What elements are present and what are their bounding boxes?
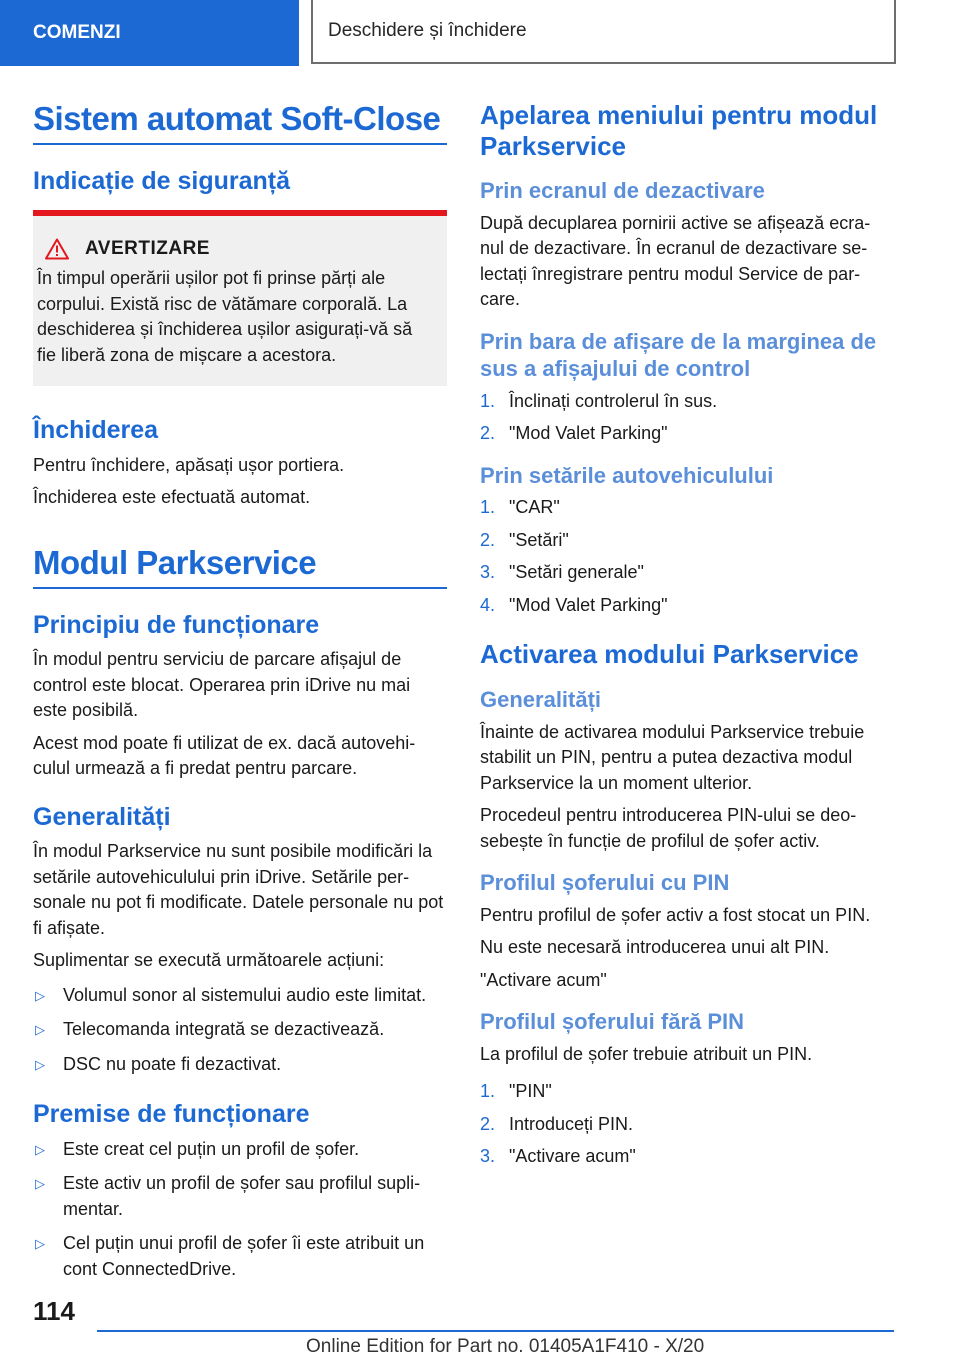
list-item-text: Telecomanda integrată se dezactivează. bbox=[63, 1019, 385, 1040]
settings-heading: Prin setările autovehiculului bbox=[480, 462, 774, 488]
activation-heading: Activarea modului Parkservice bbox=[480, 639, 859, 670]
list-item-text: DSC nu poate fi dezactivat. bbox=[63, 1053, 282, 1074]
list-item bbox=[480, 593, 894, 619]
page-number: 114 bbox=[33, 1296, 75, 1326]
step-number: 2. bbox=[480, 1113, 496, 1134]
list-item bbox=[480, 1079, 894, 1105]
list-item-text: Este activ un profil de șofer sau profilul supli-mentar. bbox=[63, 1173, 421, 1219]
list-item bbox=[33, 1017, 447, 1043]
prerequisites-heading: Premise de funcționare bbox=[33, 1100, 310, 1129]
left-column bbox=[33, 100, 447, 1291]
no-pin-paragraph: La profilul de șofer trebuie atribuit un PIN. bbox=[480, 1043, 813, 1064]
triangle-bullet-icon: ▷ bbox=[35, 1176, 45, 1192]
list-item bbox=[33, 1052, 447, 1078]
screen-paragraph: După decuplarea pornirii active se afișează ecra-nul de dezactivare. În ecranul de dezactivare se-lectați înregistrare pentru modul Service de par-care. bbox=[480, 212, 871, 310]
list-item bbox=[480, 1144, 894, 1170]
list-item bbox=[480, 421, 894, 447]
list-item-text: Cel puțin unui profil de șofer îi este atribuit un cont ConnectedDrive. bbox=[63, 1233, 425, 1279]
closing-paragraph-1: Pentru închidere, apăsați ușor portiera. bbox=[33, 454, 345, 475]
general-paragraph-1: În modul Parkservice nu sunt posibile modificări la setările autovehiculului prin iDrive. Setările per-sonale nu pot fi modificate. Datele personale nu pot fi afișate. bbox=[33, 841, 444, 938]
no-pin-heading: Profilul șoferului fără PIN bbox=[480, 1009, 745, 1035]
section-tab: COMENZI bbox=[0, 0, 299, 66]
general-heading: Generalități bbox=[33, 802, 171, 831]
warning-icon bbox=[45, 238, 69, 260]
chapter-tab: Deschidere și închidere bbox=[311, 0, 896, 64]
general-right-paragraph-2: Procedeul pentru introducerea PIN-ului se deo-sebește în funcție de profilul de șofer activ. bbox=[480, 805, 857, 851]
list-item bbox=[480, 1112, 894, 1138]
step-number: 3. bbox=[480, 1146, 496, 1167]
step-text: "PIN" bbox=[509, 1081, 552, 1102]
step-text: "CAR" bbox=[509, 497, 560, 518]
list-item bbox=[480, 389, 894, 415]
step-number: 1. bbox=[480, 1081, 496, 1102]
step-text: "Setări" bbox=[509, 529, 569, 550]
step-text: "Mod Valet Parking" bbox=[509, 423, 668, 444]
warning-text: În timpul operării ușilor pot fi prinse părți ale corpului. Există risc de vătămare corporală. La deschiderea și închiderea ușilor asigurați-vă să fie liberă zona de mișcare a acestora. bbox=[37, 268, 413, 365]
list-item bbox=[33, 983, 447, 1009]
step-text: Înclinați controlerul în sus. bbox=[509, 390, 718, 411]
call-menu-heading: Apelarea meniului pentru modul Parkservice bbox=[480, 100, 878, 161]
step-text: "Setări generale" bbox=[509, 562, 644, 583]
general-right-paragraph-1: Înainte de activarea modului Parkservice trebuie stabilit un PIN, pentru a putea dezactiva modul Parkservice la un moment ulterior. bbox=[480, 721, 865, 793]
principle-paragraph-2: Acest mod poate fi utilizat de ex. dacă autovehi-culul urmează a fi predat pentru parcare. bbox=[33, 732, 416, 779]
triangle-bullet-icon: ▷ bbox=[35, 1056, 45, 1072]
warning-title: AVERTIZARE bbox=[85, 238, 210, 260]
safety-heading: Indicație de siguranță bbox=[33, 166, 291, 195]
step-number: 2. bbox=[480, 529, 496, 550]
pin-paragraph-2: Nu este necesară introducerea unui alt PIN. bbox=[480, 937, 830, 958]
principle-heading: Principiu de funcționare bbox=[33, 610, 320, 639]
triangle-bullet-icon: ▷ bbox=[35, 987, 45, 1003]
step-number: 1. bbox=[480, 390, 496, 411]
triangle-bullet-icon: ▷ bbox=[35, 1236, 45, 1252]
step-number: 1. bbox=[480, 497, 496, 518]
pin-paragraph-1: Pentru profilul de șofer activ a fost stocat un PIN. bbox=[480, 904, 871, 925]
step-number: 2. bbox=[480, 423, 496, 444]
step-text: Introduceți PIN. bbox=[509, 1113, 634, 1134]
list-item bbox=[480, 560, 894, 586]
screen-heading: Prin ecranul de dezactivare bbox=[480, 178, 765, 204]
list-item bbox=[33, 1137, 447, 1163]
list-item-text: Volumul sonor al sistemului audio este limitat. bbox=[63, 984, 427, 1005]
closing-paragraph-2: Închiderea este efectuată automat. bbox=[33, 487, 311, 508]
general-heading-right: Generalități bbox=[480, 687, 602, 713]
bar-heading: Prin bara de afișare de la marginea de sus a afișajului de control bbox=[480, 328, 877, 382]
footer-divider bbox=[97, 1330, 894, 1332]
closing-heading: Închiderea bbox=[33, 416, 159, 445]
warning-header bbox=[37, 238, 435, 260]
list-item-text: Este creat cel puțin un profil de șofer. bbox=[63, 1138, 360, 1159]
principle-paragraph-1: În modul pentru serviciu de parcare afișajul de control este blocat. Operarea prin iDrive nu mai este posibilă. bbox=[33, 649, 411, 721]
general-paragraph-2: Suplimentar se execută următoarele acțiuni: bbox=[33, 950, 385, 971]
footer-edition: Online Edition for Part no. 01405A1F410 - X/20 bbox=[306, 1336, 705, 1357]
soft-close-title: Sistem automat Soft-Close bbox=[33, 100, 447, 145]
list-item bbox=[33, 1231, 447, 1282]
step-text: "Activare acum" bbox=[509, 1146, 636, 1167]
pin-paragraph-3: "Activare acum" bbox=[480, 969, 607, 990]
step-text: "Mod Valet Parking" bbox=[509, 594, 668, 615]
right-column bbox=[480, 100, 894, 1177]
list-item bbox=[480, 528, 894, 554]
triangle-bullet-icon: ▷ bbox=[35, 1022, 45, 1038]
page-header bbox=[0, 0, 960, 66]
parkservice-title: Modul Parkservice bbox=[33, 544, 447, 589]
pin-heading: Profilul șoferului cu PIN bbox=[480, 870, 730, 896]
list-item bbox=[33, 1171, 447, 1222]
list-item bbox=[480, 495, 894, 521]
step-number: 3. bbox=[480, 562, 496, 583]
triangle-bullet-icon: ▷ bbox=[35, 1141, 45, 1157]
step-number: 4. bbox=[480, 594, 496, 615]
warning-box bbox=[33, 210, 447, 386]
